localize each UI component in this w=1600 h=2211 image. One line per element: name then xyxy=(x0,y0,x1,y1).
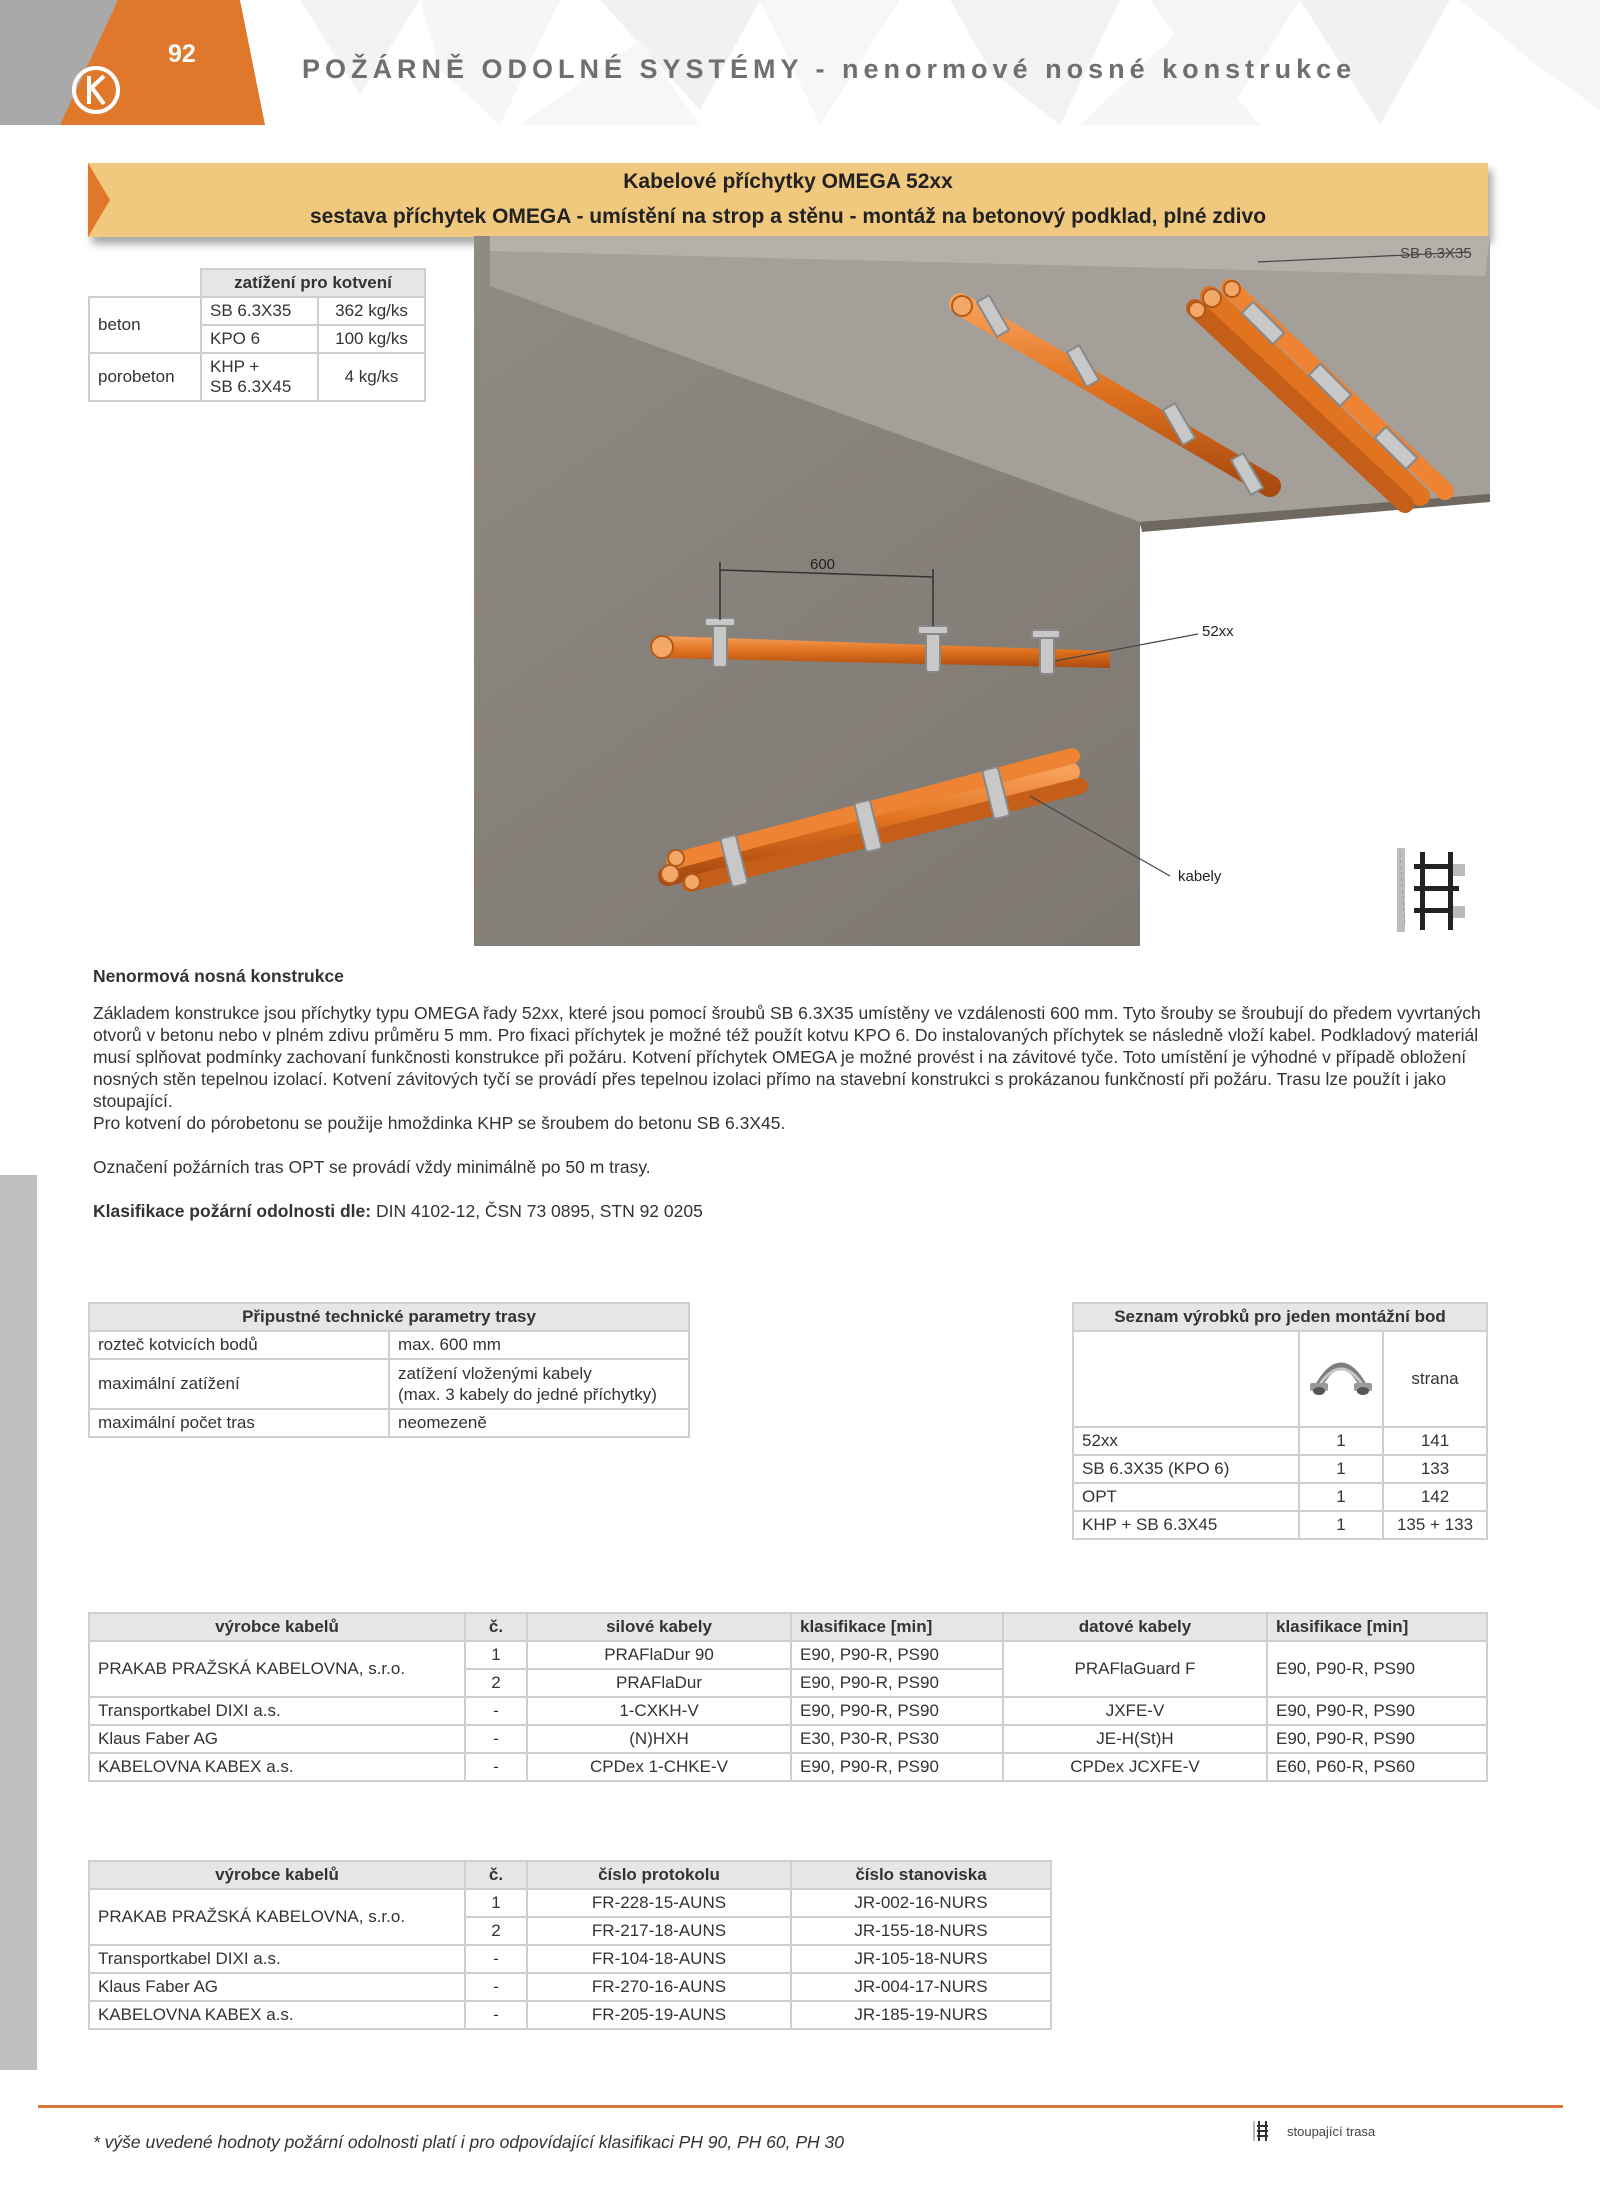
anchor-table-header: zatížení pro kotvení xyxy=(201,269,425,297)
table-row: Klaus Faber AG - (N)HXH E30, P30-R, PS30 JE-H(St)H E90, P90-R, PS90 xyxy=(89,1725,1487,1753)
table-row: 2 FR-217-18-AUNS JR-155-18-NURS xyxy=(89,1917,1051,1945)
side-bar xyxy=(0,1175,37,2070)
table-row: PRAKAB PRAŽSKÁ KABELOVNA, s.r.o. 1 PRAFlaDur 90 E90, P90-R, PS90 PRAFlaGuard F E90, P90-R, PS90 xyxy=(89,1641,1487,1669)
table-row: maximální zatížení zatížení vloženými kabely (max. 3 kabely do jedné příchytky) xyxy=(89,1359,689,1409)
table-row: KHP + SB 6.3X45 1 135 + 133 xyxy=(1073,1511,1487,1539)
omega-clip-icon xyxy=(1308,1347,1374,1407)
table-row: SB 6.3X35 (KPO 6) 1 133 xyxy=(1073,1455,1487,1483)
table-row: KABELOVNA KABEX a.s. - CPDex 1-CHKE-V E90, P90-R, PS90 CPDex JCXFE-V E60, P60-R, PS60 xyxy=(89,1753,1487,1781)
banner-title: Kabelové příchytky OMEGA 52xx xyxy=(623,170,953,193)
clip-label: 52xx xyxy=(1202,623,1234,640)
page-number-tab xyxy=(0,0,270,125)
params-table-header: Připustné technické parametry trasy xyxy=(89,1303,689,1331)
description-paragraph-aerated: Pro kotvení do pórobetonu se použije hmoždinka KHP se šroubem do betonu SB 6.3X45. xyxy=(93,1113,786,1133)
footer-divider xyxy=(38,2105,1563,2108)
description-block xyxy=(93,965,1488,1222)
table-row: 52xx 1 141 xyxy=(1073,1427,1487,1455)
banner-subtitle: sestava příchytek OMEGA - umístění na strop a stěnu - montáž na betonový podklad, plné zdivo xyxy=(309,205,1267,228)
table-row: 2 PRAFlaDur E90, P90-R, PS90 xyxy=(89,1669,1487,1697)
table-row: rozteč kotvicích bodů max. 600 mm xyxy=(89,1331,689,1359)
table-row: maximální počet tras neomezeně xyxy=(89,1409,689,1437)
table-row: KABELOVNA KABEX a.s. - FR-205-19-AUNS JR-185-19-NURS xyxy=(89,2001,1051,2029)
cables-classification-table: výrobce kabelů č. silové kabely klasifikace [min] datové kabely klasifikace [min] PRAKAB PRAŽSKÁ KABELOVNA, s.r.o. 1 PRAFlaDur 90 E90, P90-R, PS90 PRAFlaGuard F E90, P90-R, PS90 2 PRAFlaDur E90, P90-R, PS90 Transportkabel DIXI a.s. - 1-CXKH-V E90, P90-R, PS90 JXFE-V E90, P90-R, PS90 Klaus Faber AG - (N)HXH E30, P30-R, PS30 JE-H(St)H E90, P90-R, PS90 KABELOVNA KABEX a.s. - CPDex 1-CHKE-V E90, P90-R, PS90 CPDex JCXFE-V E60, P60-R, PS60 xyxy=(88,1612,1488,1782)
classification-line xyxy=(93,1200,1488,1222)
dimension-label: 600 xyxy=(810,556,836,573)
classification-label: Klasifikace požární odolnosti dle: xyxy=(93,1201,372,1221)
page-title: POŽÁRNĚ ODOLNÉ SYSTÉMY - nenormové nosné konstrukce xyxy=(302,54,1357,84)
page-number: 92 xyxy=(168,40,196,68)
product-banner xyxy=(88,163,1488,237)
legend-label: stoupající trasa xyxy=(1287,2124,1376,2139)
table-row: Transportkabel DIXI a.s. - FR-104-18-AUNS JR-105-18-NURS xyxy=(89,1945,1051,1973)
anchor-load-table xyxy=(88,268,426,402)
table-row: PRAKAB PRAŽSKÁ KABELOVNA, s.r.o. 1 FR-228-15-AUNS JR-002-16-NURS xyxy=(89,1889,1051,1917)
table-row: KPO 6 100 kg/ks xyxy=(89,325,425,353)
table-row: OPT 1 142 xyxy=(1073,1483,1487,1511)
opt-note: Označení požárních tras OPT se provádí vždy minimálně po 50 m trasy. xyxy=(93,1157,651,1177)
table-row: porobeton KHP + SB 6.3X45 4 kg/ks xyxy=(89,353,425,401)
cables-label: kabely xyxy=(1178,868,1222,885)
description-paragraph: Základem konstrukce jsou příchytky typu OMEGA řady 52xx, které jsou pomocí šroubů SB 6.3X35 umístěny ve vzdálenosti 600 mm. Tyto šrouby se šroubují do předem vyvrtaných otvorů v betonu nebo v plném zdivu průměru 5 mm. Pro fixaci příchytek je možné též použít kotvu KPO 6. Do instalovaných příchytek se následně vloží kabel. Podkladový materiál musí splňovat podmínky zachovaní funkčnosti konstrukce při požáru. Kotvení příchytek OMEGA je možné provést i na závitové tyče. Toto umístění je výhodné v případě obložení nosných stěn tepelnou izolací. Kotvení závitových tyčí se provádí přes tepelnou izolaci přímo na stavební konstrukci s prokázanou funkčností při požáru. Trasu lze použít i jako stoupající. xyxy=(93,1003,1481,1111)
ladder-icon xyxy=(1253,2120,1269,2142)
table-row: Klaus Faber AG - FR-270-16-AUNS JR-004-17-NURS xyxy=(89,1973,1051,2001)
installation-illustration xyxy=(470,236,1490,946)
products-table-header: Seznam výrobků pro jeden montážní bod xyxy=(1073,1303,1487,1331)
description-heading: Nenormová nosná konstrukce xyxy=(93,966,344,986)
ladder-icon xyxy=(1397,848,1465,932)
products-list-table xyxy=(1072,1302,1488,1540)
protocols-table: výrobce kabelů č. číslo protokolu číslo stanoviska PRAKAB PRAŽSKÁ KABELOVNA, s.r.o. 1 FR-228-15-AUNS JR-002-16-NURS 2 FR-217-18-AUNS JR-155-18-NURS Transportkabel DIXI a.s. - FR-104-18-AUNS JR-105-18-NURS Klaus Faber AG - FR-270-16-AUNS JR-004-17-NURS KABELOVNA KABEX a.s. - FR-205-19-AUNS JR-185-19-NURS xyxy=(88,1860,1052,2030)
route-parameters-table xyxy=(88,1302,690,1438)
footnote: * výše uvedené hodnoty požární odolnosti platí i pro odpovídající klasifikaci PH 90, PH 60, PH 30 xyxy=(93,2132,844,2152)
table-row: beton SB 6.3X35 362 kg/ks xyxy=(89,297,425,325)
table-row: Transportkabel DIXI a.s. - 1-CXKH-V E90, P90-R, PS90 JXFE-V E90, P90-R, PS90 xyxy=(89,1697,1487,1725)
classification-value: DIN 4102-12, ČSN 73 0895, STN 92 0205 xyxy=(371,1201,703,1221)
sb-label: SB 6.3X35 xyxy=(1400,245,1472,262)
page-column-header: strana xyxy=(1383,1331,1487,1427)
